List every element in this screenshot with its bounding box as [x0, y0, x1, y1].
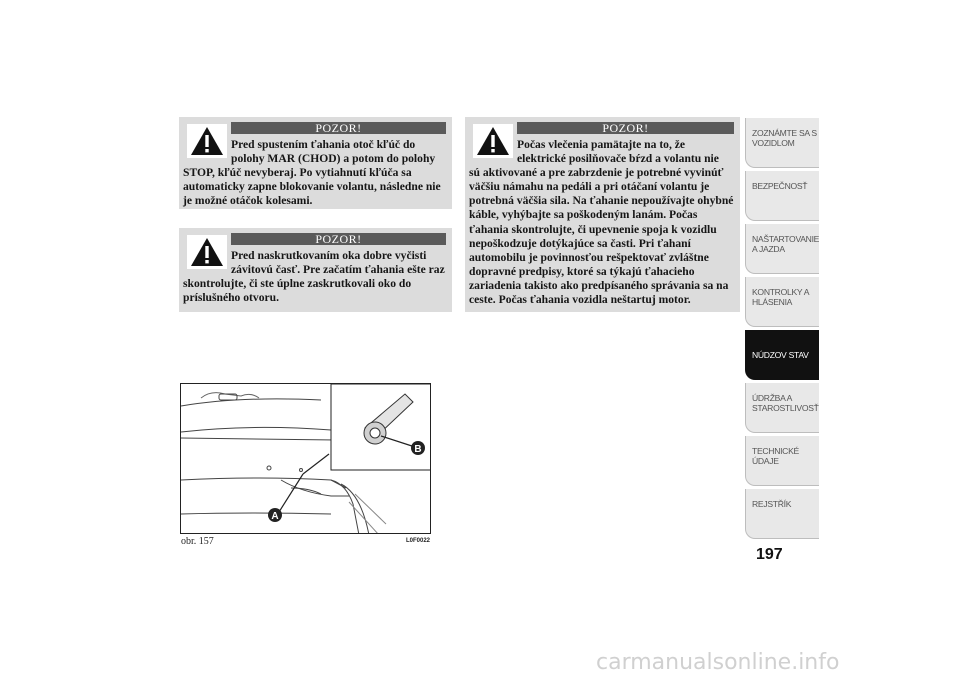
chapter-sidebar [745, 118, 819, 544]
figure-caption: obr. 157 [181, 536, 214, 547]
tab-bezpecnost[interactable]: BEZPEČNOSŤ [745, 171, 819, 221]
tab-nudzov-stav[interactable]: NÚDZOV STAV [745, 330, 819, 380]
warning-text: Počas vlečenia pamätajte na to, že elektrické posilňovače bŕzd a volantu nie sú aktivované a pre zabrzdenie je potrebné vyvinúť väčšiu námahu na pedáli a pri otáčaní volantu je potrebná väčšia sila. Na ťahanie nepoužívajte ohybné káble, vyhýbajte sa poškodeným lanám. Počas ťahania skontrolujte, či upevnenie spoja k vozidlu nepoškodzuje dotýkajúce sa časti. Pri ťahaní automobilu je povinnosťou rešpektovať zvláštne dopravné predpisy, ktoré sa týkajú ťahacieho zariadenia takisto ako predpísaného správania sa na ceste. Počas ťahania vozidla neštartuj motor. [469, 138, 734, 307]
tab-zoznamte-sa[interactable]: ZOZNÁMTE SA S VOZIDLOM [745, 118, 819, 168]
towing-eye-illustration [180, 383, 431, 534]
page-number: 197 [756, 546, 783, 563]
warning-box-1 [179, 117, 452, 209]
tab-technicke-udaje[interactable]: TECHNICKÉ ÚDAJE [745, 436, 819, 486]
label-a: A [271, 511, 279, 522]
warning-box-3 [465, 117, 740, 312]
tab-rejstrik[interactable]: REJSTŘÍK [745, 489, 819, 539]
tab-nastartovanie[interactable]: NAŠTARTOVANIE A JAZDA [745, 224, 819, 274]
warning-text: Pred naskrutkovaním oka dobre vyčisti závitovú časť. Pre začatím ťahania ešte raz skontrolujte, či ste úplne zaskrutkovali oko do príslušného otvoru. [183, 249, 445, 305]
label-b: B [414, 444, 422, 455]
warning-box-2 [179, 228, 452, 312]
warning-header: POZOR! [231, 122, 446, 134]
tab-udrzba[interactable]: ÚDRŽBA A STAROSTLIVOSŤ [745, 383, 819, 433]
watermark: carmanualsonline.info [596, 650, 840, 675]
figure-code: L0F0022 [406, 538, 431, 544]
warning-header: POZOR! [517, 122, 734, 134]
tab-kontrolky[interactable]: KONTROLKY A HLÁSENIA [745, 277, 819, 327]
warning-header: POZOR! [231, 233, 446, 245]
warning-text: Pred spustením ťahania otoč kľúč do polohy MAR (CHOD) a potom do polohy STOP, kľúč nevyberaj. Po vytiahnutí kľúča sa automaticky zapne blokovanie volantu, následne nie je možné otáčok kolesami. [183, 138, 441, 208]
